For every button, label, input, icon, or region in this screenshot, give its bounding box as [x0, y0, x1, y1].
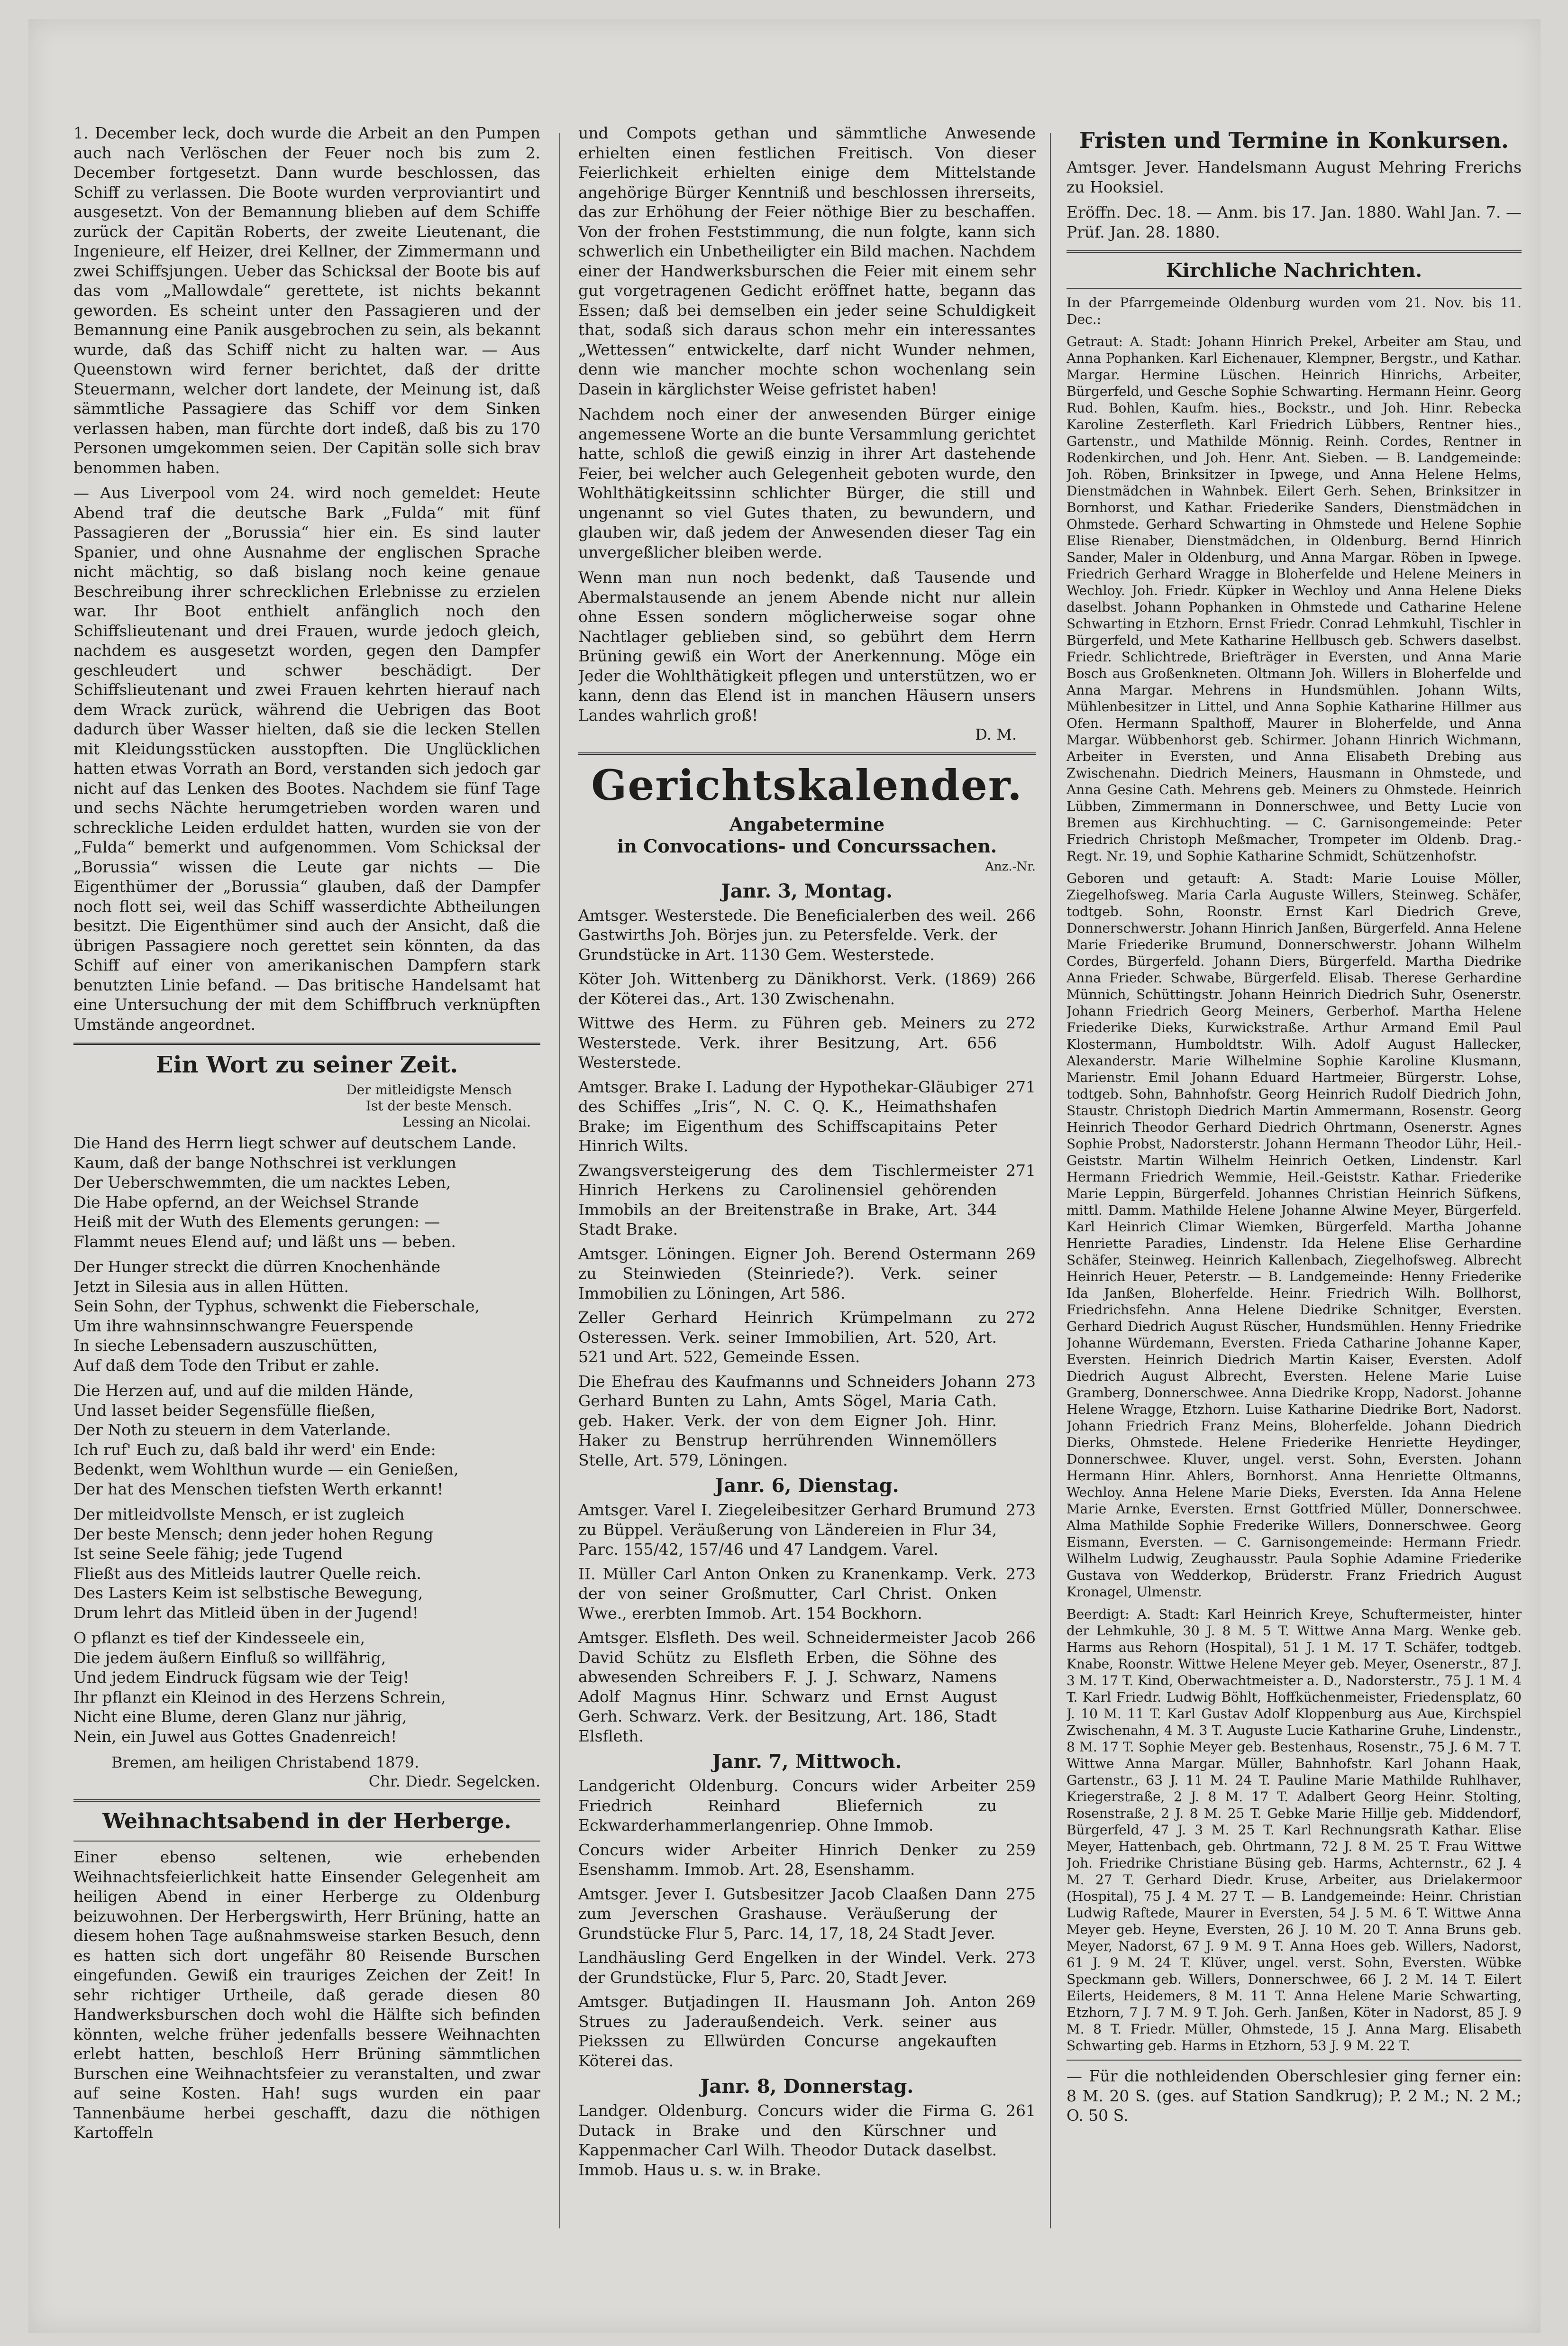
- calendar-entry: [578, 969, 1036, 1008]
- calendar-entry-number: 266: [1006, 1628, 1036, 1647]
- article-borussia-part1: 1. December leck, doch wurde die Arbeit an den Pumpen auch nach Verlöschen der Feuer noch bis zum 2. December fortgesetzt. Dann wurde beschlossen, das Schiff zu verlassen. Die Boote wurden verproviantirt und ausgesetzt. Von der Bemannung blieben auf dem Schiffe zurück der Capitän Roberts, der zweite Lieutenant, die Ingenieure, elf Heizer, drei Kellner, der Zimmermann und zwei Schiffsjungen. Ueber das Schicksal der Boote bis auf das vom „Mallowdale“ gerettete, ist nichts bekannt geworden. Es scheint unter den Passagieren und der Bemannung eine Panik ausgebrochen zu sein, als bekannt wurde, daß das Schiff nicht zu halten war. — Aus Queenstown wird ferner berichtet, daß der dritte Steuermann, welcher dort landete, der Meinung ist, daß sämmtliche Passagiere das Schiff vor dem Sinken verlassen haben, man fürchte dort indeß, daß bis zu 170 Personen umgekommen seien. Der Capitän solle sich brav benommen haben.: [73, 124, 540, 477]
- poem-line: Die Hand des Herrn liegt schwer auf deutschem Lande.: [73, 1134, 517, 1152]
- sammlung-notice: — Für die nothleidenden Oberschlesier ging ferner ein: 8 M. 20 S. (ges. auf Station Sandkrug); P. 2 M.; N. 2 M.; O. 50 S.: [1067, 2067, 1522, 2125]
- calendar-day-heading: Janr. 7, Mittwoch.: [712, 1750, 902, 1773]
- poem-line: Fließt aus des Mitleids lautrer Quelle reich.: [73, 1564, 421, 1583]
- calendar-entry-text: Zeller Gerhard Heinrich Krümpelmann zu Osteressen. Verk. seiner Immobilien, Art. 520, Art. 521 und Art. 522, Gemeinde Essen.: [578, 1308, 997, 1366]
- calendar-entry-text: Amtsger. Elsfleth. Des weil. Schneidermeister Jacob David Schütz zu Elsfleth Erben, die Söhne des abwesenden Schreibers F. J. J. Schwarz, Namens Adolf Magnus Hinr. Schwarz und Ernst August Gerh. Schwarz. Verk. der Besitzung, Art. 186, Stadt Elsfleth.: [578, 1628, 997, 1745]
- column-right: [1067, 123, 1522, 2200]
- poem-line: O pflanzt es tief der Kindesseele ein,: [73, 1629, 365, 1647]
- calendar-entry: [578, 1077, 1036, 1156]
- column-rule: [1050, 133, 1051, 2228]
- calendar-entry: [578, 1992, 1036, 2071]
- calendar-entry-number: 273: [1006, 1948, 1036, 1967]
- poem-place-date: Bremen, am heiligen Christabend 1879.: [111, 1753, 419, 1771]
- fristen-line: Eröffn. Dec. 18. — Anm. bis 17. Jan. 1880. Wahl Jan. 7. — Prüf. Jan. 28. 1880.: [1067, 203, 1522, 241]
- poem-body: [73, 1133, 540, 1746]
- section-divider: [73, 1043, 540, 1045]
- kirch-title: Kirchliche Nachrichten.: [1166, 259, 1422, 282]
- calendar-entry-text: II. Müller Carl Anton Onken zu Kranenkamp. Verk. der von seiner Großmutter, Carl Christ. Onken Wwe., ererbten Immob. Art. 154 Bockhorn.: [578, 1564, 997, 1622]
- poem-line: Drum lehrt das Mitleid üben in der Jugend!: [73, 1603, 419, 1622]
- herberge-title: Weihnachtsabend in der Herberge.: [102, 1809, 511, 1833]
- calendar-entry-text: Landgericht Oldenburg. Concurs wider Arbeiter Friedrich Reinhard Bliefernich zu Eckwarderhammerlangenriep. Ohne Immob.: [578, 1777, 997, 1834]
- calendar-days: [578, 880, 1036, 2180]
- calendar-entry: [578, 1308, 1036, 1367]
- herberge-signature: D. M.: [975, 725, 1017, 743]
- fristen-line: Amtsger. Jever. Handelsmann August Mehring Frerichs zu Hooksiel.: [1067, 158, 1522, 196]
- herberge-continued-3: Wenn man nun noch bedenkt, daß Tausende und Abermalstausende an jenem Abende nicht nur allein ohne Essen sondern möglicherweise sogar ohne Nachtlager geblieben sind, so gebührt dem Herrn Brüning gewiß ein Wort der Anerkennung. Möge ein Jeder die Wohlthätigkeit pflegen und unterstützen, wo er kann, denn das Elend ist in manchen Häusern unsers Landes wahrlich groß!: [578, 568, 1036, 724]
- calendar-entry-text: Concurs wider Arbeiter Hinrich Denker zu Esenshamm. Immob. Art. 28, Esenshamm.: [578, 1840, 997, 1879]
- anz-nr-label: Anz.-Nr.: [985, 860, 1036, 874]
- calendar-entry-number: 271: [1006, 1077, 1036, 1096]
- poem-line: Die Herzen auf, und auf die milden Hände,: [73, 1381, 414, 1400]
- calendar-entry: [578, 1500, 1036, 1559]
- section-divider: [578, 752, 1036, 755]
- calendar-entry: [578, 1244, 1036, 1303]
- poem-author: Chr. Diedr. Segelcken.: [368, 1772, 540, 1790]
- calendar-day-heading: Janr. 8, Donnerstag.: [700, 2075, 914, 2098]
- calendar-entry-number: 266: [1006, 906, 1036, 925]
- calendar-entry-text: Amtsger. Jever I. Gutsbesitzer Jacob Claaßen Dann zum Jeverschen Grashause. Veräußerung der Grundstücke Flur 5, Parc. 14, 17, 18, 24 Stadt Jever.: [578, 1884, 997, 1943]
- calendar-entry-number: 273: [1006, 1501, 1036, 1519]
- calendar-entry-text: Wittwe des Herm. zu Führen geb. Meiners zu Westerstede. Verk. ihrer Besitzung, Art. 656 Westerstede.: [578, 1014, 997, 1072]
- section-divider: [1067, 2060, 1522, 2061]
- title-rule: [73, 1841, 540, 1842]
- calendar-entry-text: Landger. Oldenburg. Concurs wider die Firma G. Dutack in Brake und den Kürschner und Kappenmacher Carl Wilh. Theodor Dutack daselbst. Immob. Haus u. s. w. in Brake.: [578, 2101, 997, 2179]
- kirch-geboren: Geboren und getauft: A. Stadt: Marie Louise Möller, Ziegelhofsweg. Maria Carla Auguste Willers, Steinweg. Schäfer, todtgeb. Sohn, Roonstr. Ernst Karl Diedrich Greve, Donnerschwerstr. Johann Hinrich Janßen, Bürgerfeld. Anna Helene Marie Friederike Brumund, Donnerschwerstr. Johann Wilhelm Cordes, Bürgerfeld. Johann Diers, Bürgerfeld. Martha Diedrike Anna Frieder. Schwabe, Bürgerfeld. Elisab. Therese Gerhardine Münnich, Schüttingstr. Johann Heinrich Diedrich Suhr, Osenerstr. Johann Friedrich Georg Meiners, Gerberhof. Martha Helene Friederike Dieks, Kurwickstraße. Arthur Armand Emil Paul Klostermann, Humboldtstr. Wilh. Adolf August Hallecker, Alexanderstr. Marie Wilhelmine Sophie Karoline Klusmann, Marienstr. Emil Johann Eduard Hartmeier, Bürgerstr. Lohse, todtgeb. Sohn, Bahnhofstr. Georg Heinrich Rudolf Diedrich John, Staustr. Christoph Diedrich Martin Ammermann, Rosenstr. Georg Heinrich Theodor Gerhard Diedrich Ohrtmann, Osenerstr. Agnes Sophie Probst, Nadorsterstr. Johann Hermann Theodor Lühr, Heil.-Geiststr. Martin Wilhelm Heinrich Oetken, Lindenstr. Karl Hermann Friedrich Wemmie, Heil.-Geiststr. Kathar. Friederike Marie Leppin, Bürgerfeld. Johannes Christian Heinrich Süfkens, mittl. Damm. Mathilde Helene Johanne Alwine Meyer, Bürgerfeld. Karl Heinrich Climar Wiemken, Bürgerfeld. Martha Johanne Henriette Paradies, Lindenstr. Ida Helene Elise Gerhardine Schäfer, Steinweg. Heinrich Kallenbach, Ziegelhofsweg. Albrecht Heinrich Heuer, Peterstr. — B. Landgemeinde: Henny Friederike Ida Janßen, Bloherfelde. Heinr. Friedrich Wilh. Bollhorst, Friedrichsfehn. Anna Helene Diedrike Schnitger, Eversten. Gerhard Diedrich August Rüscher, Hundsmühlen. Henny Friedrike Johanne Würdemann, Eversten. Frieda Catharine Johanne Kaper, Eversten. Heinrich Diedrich Martin Kaiser, Eversten. Adolf Diedrich August Albrecht, Eversten. Helene Marie Luise Gramberg, Donnerschwee. Anna Diedrike Kropp, Nadorst. Johanne Helene Wragge, Etzhorn. Luise Katharine Diedrike Bort, Nadorst. Johann Friedrich Franz Meins, Bloherfelde. Johann Diedrich Dierks, Ohmstede. Helene Friederike Henriette Heydinger, Donnerschwee. Kluver, ungel. verst. Sohn, Eversten. Johann Hermann Hinr. Ahlers, Bornhorst. Anna Henriette Oltmanns, Wechloy. Anna Helene Marie Dieks, Eversten. Ida Anna Helene Marie Arnke, Eversten. Ernst Gottfried Müller, Donnerschwee. Alma Mathilde Sophie Frederike Willers, Donnerschwee. Georg Eismann, Eversten. — C. Garnisongemeinde: Hermann Friedr. Wilhelm Ludwig, Zeughausstr. Paula Sophie Adamine Friederike Gustava von Wedderkop, Brüderstr. Franz Friedrich August Kronagel, Ulmenstr.: [1067, 871, 1522, 1600]
- poem-line: Des Lasters Keim ist selbstische Bewegung,: [73, 1584, 423, 1602]
- section-divider: [1067, 250, 1522, 253]
- poem-line: Bedenkt, wem Wohlthun wurde — ein Genießen,: [73, 1460, 459, 1478]
- poem-line: Der mitleidvollste Mensch, er ist zugleich: [73, 1505, 405, 1523]
- calendar-entry: [578, 2101, 1036, 2180]
- poem-line: Jetzt in Silesia aus in allen Hütten.: [73, 1277, 349, 1296]
- calendar-entry: [578, 1372, 1036, 1470]
- calendar-entry-number: 269: [1006, 1244, 1036, 1263]
- kirch-beerdigt: Beerdigt: A. Stadt: Karl Heinrich Kreye, Schuftermeister, hinter der Lehmkuhle, 30 J. 8 M. 5 T. Wittwe Anna Marg. Wenke geb. Harms aus Rehorn (Hospital), 51 J. 1 M. 17 T. Schäfer, todtgeb. Knabe, Roonstr. Wittwe Helene Meyer geb. Meyer, Osenerstr., 87 J. 3 M. 17 T. Kind, Oberwachtmeister a. D., Nadorsterstr., 75 J. 1 M. 4 T. Karl Friedr. Ludwig Böhlt, Hoffküchenmeister, Friedensplatz, 60 J. 10 M. 11 T. Karl Gustav Adolf Kloppenburg aus Aue, Kirchspiel Zwischenahn, 4 M. 3 T. Auguste Lucie Katharine Gruhe, Lindenstr., 8 M. 17 T. Sophie Meyer geb. Bestenhaus, Rosenstr., 75 J. 6 M. 7 T. Wittwe Anna Margar. Müller, Bahnhofstr. Karl Johann Haak, Gartenstr., 63 J. 11 M. 24 T. Pauline Marie Mathilde Ruhlhaver, Kriegerstraße, 2 J. 8 M. 17 T. Adalbert Georg Heinr. Stolting, Rosenstraße, 2 J. 8 M. 25 T. Gebke Marie Hillje geb. Middendorf, Bürgerfeld, 47 J. 3 M. 25 T. Karl Rechnungsrath Kathar. Elise Meyer, Hattenbach, geb. Ohrtmann, 72 J. 8 M. 25 T. Frau Wittwe Joh. Friedrike Christiane Büsing geb. Harms, Achternstr., 62 J. 4 M. 27 T. Gerhard Diedr. Kruse, Arbeiter, aus Drielakermoor (Hospital), 75 J. 4 M. 27 T. — B. Landgemeinde: Heinr. Christian Ludwig Raftede, Maurer in Eversten, 54 J. 5 M. 6 T. Wittwe Anna Meyer geb. Heyne, Eversten, 26 J. 10 M. 20 T. Anna Bruns geb. Meyer, Nadorst, 67 J. 9 M. 9 T. Anna Hoes geb. Willers, Nadorst, 61 J. 9 M. 24 T. Klüver, ungel. verst. Sohn, Eversten. Wübke Speckmann geb. Willers, Donnerschwee, 66 J. 2 M. 14 T. Eilert Eilerts, Heidemers, 8 M. 11 T. Anna Helene Marie Schwarting, Etzhorn, 7 J. 7 M. 9 T. Joh. Gerh. Janßen, Köter in Nadorst, 85 J. 9 M. 8 T. Friedr. Müller, Ohmstede, 15 J. Anna Marg. Elisabeth Schwarting geb. Harms in Etzhorn, 53 J. 9 M. 22 T.: [1067, 1606, 1522, 2053]
- calendar-entry: [578, 1884, 1036, 1943]
- poem-line: Und jedem Eindruck fügsam wie der Teig!: [73, 1668, 410, 1686]
- poem-title: Ein Wort zu seiner Zeit.: [155, 1052, 458, 1078]
- calendar-entry-number: 259: [1006, 1840, 1036, 1859]
- poem-motto-line: Der mitleidigste Mensch: [346, 1082, 512, 1098]
- poem-line: Kaum, daß der bange Nothschrei ist verklungen: [73, 1153, 456, 1172]
- calendar-entry-number: 261: [1006, 2101, 1036, 2120]
- poem-line: Auf daß dem Tode den Tribut er zahle.: [73, 1356, 380, 1375]
- poem-line: Um ihre wahnsinnschwangre Feuerspende: [73, 1316, 414, 1335]
- calendar-entry-number: 273: [1006, 1372, 1036, 1391]
- poem-line: Ist seine Seele fähig; jede Tugend: [73, 1544, 343, 1563]
- calendar-entry: [578, 906, 1036, 965]
- calendar-entry-number: 275: [1006, 1884, 1036, 1903]
- poem-line: Heiß mit der Wuth des Elements gerungen: —: [73, 1212, 440, 1231]
- herberge-text: Einer ebenso seltenen, wie erhebenden Weihnachtsfeierlichkeit hatte Einsender Gelegenheit am heiligen Abend in einer Herberge zu Oldenburg beizuwohnen. Der Herbergswirth, Herr Brüning, hatte an diesem hohen Tage außnahmsweise starken Besuch, denn es hatten sich dort ungefähr 80 Reisende Burschen eingefunden. Gewiß ein trauriges Zeichen der Zeit! In sehr richtiger Urtheile, daß gerade diesen 80 Handwerksburschen doch wohl die Hälfte sich befinden könnten, welche früher jedenfalls bessere Weihnachten erlebt hatten, beschloß Herr Brüning sämmtlichen Burschen eine Weihnachtsfeier zu veranstalten, und zwar auf seine Kosten. Hah! sugs wurden ein paar Tannenbäume herbei geschafft, dazu die nöthigen Kartoffeln: [73, 1848, 540, 2142]
- newspaper-page: [28, 19, 1541, 2333]
- calendar-entry: [578, 1948, 1036, 1987]
- poem-line: Die Habe opfernd, an der Weichsel Strande: [73, 1192, 419, 1211]
- column-rule: [559, 133, 560, 2228]
- poem-line: Der beste Mensch; denn jeder hohen Regung: [73, 1524, 434, 1543]
- poem-line: Die jedem äußern Einfluß so willfährig,: [73, 1648, 386, 1667]
- calendar-day-heading: Janr. 3, Montag.: [721, 880, 893, 902]
- calendar-entry-text: Amtsger. Varel I. Ziegeleibesitzer Gerhard Brumund zu Büppel. Veräußerung von Ländereien in Flur 34, Parc. 155/42, 157/46 und 47 Landgem. Varel.: [578, 1501, 997, 1558]
- calendar-entry-text: Amtsger. Butjadingen II. Hausmann Joh. Anton Strues zu Jaderaußendeich. Verk. seiner aus Piekssen zu Ellwürden Concurse angekauften Köterei das.: [578, 1992, 997, 2070]
- herberge-continued-2: Nachdem noch einer der anwesenden Bürger einige angemessene Worte an die bunte Versammlung gerichtet hatte, schloß die gewiß einzig in ihrer Art dastehende Feier, bei welcher auch Gelegenheit geboten wurde, den Wohlthätigkeitssinn schlichter Bürger, die still und ungenannt so viel Gutes thaten, zu bewundern, und glauben wir, daß jedem der Anwesenden dieser Tag ein unvergeßlicher bleiben werde.: [578, 405, 1036, 561]
- section-divider: [73, 1799, 540, 1802]
- poem-line: Der Ueberschwemmten, die um nacktes Leben,: [73, 1173, 451, 1191]
- poem-line: Nein, ein Juwel aus Gottes Gnadenreich!: [73, 1727, 397, 1746]
- poem-line: Nicht eine Blume, deren Glanz nur jährig,: [73, 1707, 407, 1726]
- poem-line: Ihr pflanzt ein Kleinod in des Herzens Schrein,: [73, 1687, 446, 1706]
- article-borussia-liverpool: — Aus Liverpool vom 24. wird noch gemeldet: Heute Abend traf die deutsche Bark „Fulda“ mit fünf Passagieren der „Borussia“ hier ein. Es sind lauter Spanier, und ohne Ausnahme der englischen Sprache nicht mächtig, so daß bislang noch keine genaue Beschreibung ihrer schrecklichen Erlebnisse zu erzielen war. Ihr Boot enthielt anfänglich noch den Schiffslieutenant und drei Frauen, wurde jedoch gleich, nachdem es ausgesetzt worden, gegen den Dampfer geschleudert und schwer beschädigt. Der Schiffslieutenant und zwei Frauen kehrten hierauf nach dem Wrack zurück, während die Uebrigen das Boot dadurch über Wasser hielten, daß sie die lecken Stellen mit Kleidungsstücken ausstopften. Die Unglücklichen hatten etwas Vorrath an Bord, verstanden sich jedoch gar nicht auf das Lenken des Bootes. Nachdem sie fünf Tage und sechs Nächte herumgetrieben worden waren und schreckliche Leiden erduldet hatten, wurden sie von der „Fulda“ bemerkt und aufgenommen. Vom Schicksal der „Borussia“ wissen die Leute gar nichts — Die Eigenthümer der „Borussia“ glauben, daß der Dampfer noch flott sei, weil das Schiff wasserdichte Abtheilungen besitzt. Die Eigenthümer sind auch der Ansicht, daß die übrigen Passagiere noch gerettet sein könnten, da das Schiff auf einer von amerikanischen Dampfern stark benutzten Linie befand. — Das britische Handelsamt hat eine Untersuchung der mit dem Schiffbruch verknüpften Umstände angeordnet.: [73, 484, 540, 1034]
- calendar-entry-text: Die Ehefrau des Kaufmanns und Schneiders Johann Gerhard Bunten zu Lahn, Amts Sögel, Maria Cath. geb. Haker. Verk. der von dem Eigner Joh. Hinr. Haker zu Benstrup herrührenden Winnemöllers Stelle, Art. 579, Löningen.: [578, 1372, 997, 1469]
- calendar-entry-number: 271: [1006, 1161, 1036, 1180]
- kirch-intro: In der Pfarrgemeinde Oldenburg wurden vom 21. Nov. bis 11. Dec.:: [1067, 295, 1522, 327]
- fristen-title: Fristen und Termine in Konkursen.: [1079, 128, 1509, 153]
- poem-line: Flammt neues Elend auf; und läßt uns — beben.: [73, 1232, 456, 1251]
- calendar-entry-text: Zwangsversteigerung des dem Tischlermeister Hinrich Herkens zu Carolinensiel gehörenden Immobils an der Breitenstraße in Brake, Art. 344 Stadt Brake.: [578, 1161, 997, 1238]
- calendar-entry-text: Amtsger. Brake I. Ladung der Hypothekar-Gläubiger des Schiffes „Iris“, N. C. Q. K., Heimathshafen Brake; im Eigenthum des Schiffscapitains Peter Hinrich Wilts.: [578, 1077, 997, 1155]
- calendar-subtitle: in Convocations- und Concurssachen.: [617, 835, 997, 857]
- poem-motto-line: Ist der beste Mensch.: [365, 1098, 512, 1114]
- calendar-entry: [578, 1628, 1036, 1746]
- poem-line: In sieche Lebensadern auszuschütten,: [73, 1336, 378, 1355]
- calendar-entry-text: Amtsger. Westerstede. Die Beneficialerben des weil. Gastwirths Joh. Börjes jun. zu Petersfelde. Verk. der Grundstücke in Art. 1130 Gem. Westerstede.: [578, 906, 997, 964]
- herberge-continued-1: und Compots gethan und sämmtliche Anwesende erhielten einen festlichen Freitisch. Von dieser Feierlichkeit erhielten einige dem Mittelstande angehörige Bürger Kenntniß und beschlossen ihrerseits, das zur Erhöhung der Feier nöthige Bier zu beschaffen. Von der frohen Feststimmung, die nun folgte, kann sich schwerlich ein Unbetheiligter ein Bild machen. Nachdem einer der Handwerksburschen die Feier mit einem sehr gut vorgetragenen Gedicht eröffnet hatte, begann das Essen; daß bei demselben ein jeder seine Schuldigkeit that, sodaß sich daraus schon mehr ein interessantes „Wettessen“ entwickelte, darf nicht Wunder nehmen, denn wie mancher mochte schon wochenlang sein Dasein in kärglichster Weise gefristet haben!: [578, 124, 1036, 398]
- kirch-getraut: Getraut: A. Stadt: Johann Hinrich Prekel, Arbeiter am Stau, und Anna Pophanken. Karl Eichenauer, Klempner, Bergstr., und Kathar. Margar. Hermine Lüschen. Heinrich Hinrichs, Arbeiter, Bürgerfeld, und Gesche Sophie Schwarting. Hermann Heinr. Georg Rud. Bohlen, Kaufm. hies., Bockstr., und Joh. Hinr. Rebecka Karoline Zesterfleth. Karl Friedrich Lübbers, Rentner hies., Gartenstr., und Mathilde Mönnig. Reinh. Cordes, Rentner in Rodenkirchen, und Joh. Henr. Ant. Sieben. — B. Landgemeinde: Joh. Röben, Brinksitzer in Ipwege, und Anna Helene Helms, Dienstmädchen in Wahnbek. Eilert Gerh. Sehen, Brinksitzer in Bornhorst, und Kathar. Friederike Sanders, Dienstmädchen in Ohmstede. Gerhard Schwarting in Ohmstede und Helene Sophie Elise Rienaber, Dienstmädchen, in Oldenburg. Bernd Hinrich Sander, Maler in Oldenburg, und Anna Margar. Röben in Ipwege. Friedrich Gerhard Wragge in Bloherfelde und Helene Meiners in Wechloy. Joh. Friedr. Küpker in Wechloy und Anna Helene Dieks daselbst. Johann Pophanken in Ohmstede und Catharine Helene Schwarting in Etzhorn. Ernst Friedr. Conrad Lehmkuhl, Tischler in Bürgerfeld, und Mete Katharine Hellbusch geb. Schwers daselbst. Friedr. Schlichtrede, Briefträger in Eversten, und Anna Marie Bosch aus Großenkneten. Oltmann Joh. Willers in Bloherfelde und Anna Margar. Mehrens in Hundsmühlen. Johann Wilts, Mühlenbesitzer in Littel, und Anna Sophie Katharine Hillmer aus Ofen. Hermann Spalthoff, Maurer in Bloherfelde, und Anna Margar. Wübbenhorst geb. Schirmer. Johann Hinrich Wichmann, Arbeiter in Eversten, und Anna Elisabeth Drebing aus Zwischenahn. Diedrich Meiners, Hausmann in Ohmstede, und Anna Gesine Cath. Mehrens geb. Meiners zu Ohmstede. Heinrich Lübben, Zimmermann in Donnerschwee, und Betty Lucie von Bremen aus Kirchhuchting. — C. Garnisongemeinde: Peter Friedrich Christoph Meßmacher, Trompeter im Oldenb. Drag.-Regt. Nr. 19, und Sophie Katharine Schmidt, Schützenhofstr.: [1067, 334, 1522, 864]
- poem-line: Der Noth zu steuern in dem Vaterlande.: [73, 1420, 391, 1439]
- calendar-entry: [578, 1776, 1036, 1835]
- calendar-entry: [578, 1161, 1036, 1239]
- calendar-entry: [578, 1013, 1036, 1072]
- calendar-entry-text: Köter Joh. Wittenberg zu Dänikhorst. Verk. (1869) der Köterei das., Art. 130 Zwischenahn.: [578, 970, 997, 1008]
- calendar-entry-number: 259: [1006, 1777, 1036, 1795]
- poem-line: Und lasset beider Segensfülle fließen,: [73, 1401, 376, 1420]
- calendar-day-heading: Janr. 6, Dienstag.: [715, 1475, 899, 1497]
- column-middle: [578, 123, 1036, 2238]
- poem-line: Ich ruf' Euch zu, daß bald ihr werd' ein Ende:: [73, 1440, 436, 1459]
- calendar-entry-number: 273: [1006, 1564, 1036, 1583]
- calendar-entry-number: 272: [1006, 1014, 1036, 1032]
- column-left: [73, 123, 540, 2247]
- calendar-entry-text: Amtsger. Löningen. Eigner Joh. Berend Ostermann zu Steinwieden (Steinriede?). Verk. seiner Immobilien zu Löningen, Art 586.: [578, 1244, 997, 1302]
- calendar-title: Gerichtskalender.: [591, 761, 1023, 810]
- calendar-entry: [578, 1564, 1036, 1623]
- calendar-entry-number: 272: [1006, 1308, 1036, 1327]
- poem-line: Der Hunger streckt die dürren Knochenhände: [73, 1257, 441, 1276]
- poem-motto-source: Lessing an Nicolai.: [402, 1114, 531, 1130]
- calendar-entry-number: 266: [1006, 970, 1036, 988]
- calendar-entry: [578, 1840, 1036, 1879]
- poem-line: Der hat des Menschen tiefsten Werth erkannt!: [73, 1479, 444, 1498]
- calendar-entry-text: Landhäusling Gerd Engelken in der Windel. Verk. der Grundstücke, Flur 5, Parc. 20, Stadt Jever.: [578, 1948, 997, 1987]
- calendar-entry-number: 269: [1006, 1992, 1036, 2011]
- title-rule: [1067, 288, 1522, 289]
- poem-line: Sein Sohn, der Typhus, schwenkt die Fieberschale,: [73, 1297, 480, 1315]
- calendar-subtitle: Angabetermine: [729, 814, 885, 835]
